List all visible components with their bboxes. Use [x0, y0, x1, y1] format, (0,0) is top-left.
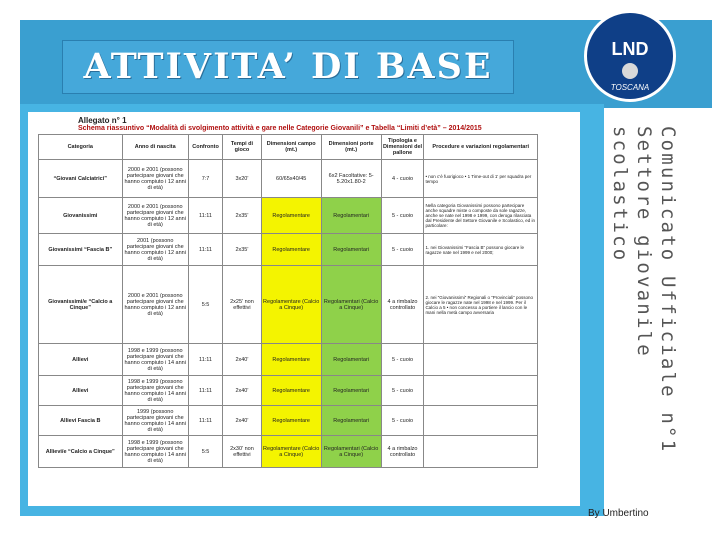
cell-categoria: Allievi	[39, 344, 123, 376]
cell-tempi: 2x40'	[223, 376, 262, 406]
logo-name: LND	[611, 39, 649, 59]
cell-anno: 2000 e 2001 (possono partecipare giovani che hanno compiuto i 12 anni di età)	[122, 160, 188, 198]
side-banner-line2: Settore giovanile scolastico	[609, 126, 655, 358]
cell-tempi: 3x20'	[223, 160, 262, 198]
cell-porte: 6x2 Facoltative: 5-5.20x1.80-2	[321, 160, 381, 198]
cell-porte: Regolamentari	[321, 234, 381, 266]
table-row	[39, 376, 538, 406]
header-cell: Tipologia e Dimensioni del pallone	[381, 135, 424, 160]
cell-tempi: 2x30' non effettivi	[223, 436, 262, 468]
header-cell: Categoria	[39, 135, 123, 160]
cell-confronto: 11:11	[188, 406, 222, 436]
cell-categoria: Giovanissimi “Fascia B”	[39, 234, 123, 266]
cell-campo: Regolamentare (Calcio a Cinque)	[261, 266, 321, 344]
cell-categoria: Giovanissimi/e “Calcio a Cinque”	[39, 266, 123, 344]
table-row	[39, 160, 538, 198]
cell-tempi: 2x35'	[223, 198, 262, 234]
cell-campo: Regolamentare	[261, 344, 321, 376]
cell-porte: Regolamentari (Calcio a Cinque)	[321, 436, 381, 468]
cell-procedure	[424, 406, 538, 436]
cell-pallone: 4 a rimbalzo controllato	[381, 436, 424, 468]
table-row	[39, 198, 538, 234]
cell-pallone: 5 - cuoio	[381, 198, 424, 234]
logo-emblem-icon	[622, 63, 638, 79]
cell-procedure: Nella categoria Giovanissimi possono partecipare anche squadre miste o composte da sole ragazze, anche se nate nel 1998 e 1999, con deroga rilasciata dal Presidente del Settore Giovanile e Scolastico, ed in particolare:	[424, 198, 538, 234]
cell-campo: Regolamentare	[261, 376, 321, 406]
cell-campo: Regolamentare	[261, 234, 321, 266]
cell-tempi: 2x25' non effettivi	[223, 266, 262, 344]
side-banner-line1: Comunicato Ufficiale n°1	[657, 126, 679, 454]
cell-procedure	[424, 436, 538, 468]
cell-categoria: Allievi/e “Calcio a Cinque”	[39, 436, 123, 468]
table-row	[39, 234, 538, 266]
cell-pallone: 5 - cuoio	[381, 234, 424, 266]
header-cell: Dimensioni porte (mt.)	[321, 135, 381, 160]
header-cell: Tempi di gioco	[223, 135, 262, 160]
cell-campo: Regolamentare	[261, 198, 321, 234]
cell-pallone: 5 - cuoio	[381, 406, 424, 436]
cell-pallone: 5 - cuoio	[381, 376, 424, 406]
slide-title: ATTIVITA’ DI BASE	[83, 46, 493, 87]
cell-porte: Regolamentari	[321, 198, 381, 234]
cell-anno: 1998 e 1999 (possono partecipare giovani che hanno compiuto i 14 anni di età)	[122, 344, 188, 376]
cell-confronto: 7:7	[188, 160, 222, 198]
cell-pallone: 5 - cuoio	[381, 344, 424, 376]
document-subtitle: Schema riassuntivo “Modalità di svolgimento attività e gare nelle Categorie Giovanili” e Tabella “Limiti d’età” – 2014/2015	[78, 125, 482, 132]
cell-tempi: 2x40'	[223, 406, 262, 436]
document-image	[28, 112, 580, 506]
document-title: Allegato n° 1	[78, 116, 127, 125]
cell-confronto: 11:11	[188, 376, 222, 406]
cell-anno: 2000 e 2001 (possono partecipare giovani che hanno compiuto i 12 anni di età)	[122, 266, 188, 344]
table-row	[39, 266, 538, 344]
cell-confronto: 5:5	[188, 266, 222, 344]
cell-pallone: 4 - cuoio	[381, 160, 424, 198]
cell-anno: 2000 e 2001 (possono partecipare giovani che hanno compiuto i 12 anni di età)	[122, 198, 188, 234]
table-row	[39, 436, 538, 468]
cell-anno: 1998 e 1999 (possono partecipare giovani che hanno compiuto i 14 anni di età)	[122, 376, 188, 406]
cell-procedure	[424, 376, 538, 406]
cell-procedure: 2. nei “Giovanissimi” Regionali o “Provinciali” possono giocare le ragazze nate nel 1998 e nel 1999. Per il Calcio a 5 • non concesso a portiere il lancio con le mani nella metà campo avversaria	[424, 266, 538, 344]
logo-region: TOSCANA	[610, 83, 650, 92]
signature: By Umbertino	[588, 508, 649, 519]
cell-procedure	[424, 344, 538, 376]
cell-porte: Regolamentari	[321, 406, 381, 436]
cell-pallone: 4 a rimbalzo controllato	[381, 266, 424, 344]
cell-anno: 1999 (possono partecipare giovani che hanno compiuto i 14 anni di età)	[122, 406, 188, 436]
side-banner	[609, 126, 688, 490]
cell-procedure: 1. nei Giovanissimi “Fascia B” possono giocare le ragazze nate nel 1999 e nel 2000;	[424, 234, 538, 266]
cell-tempi: 2x35'	[223, 234, 262, 266]
table-row	[39, 406, 538, 436]
cell-categoria: Giovanissimi	[39, 198, 123, 234]
header-cell: Dimensioni campo (mt.)	[261, 135, 321, 160]
cell-porte: Regolamentari	[321, 376, 381, 406]
categories-table	[38, 134, 538, 468]
table-header-row	[39, 135, 538, 160]
lnd-logo	[584, 10, 676, 102]
cell-categoria: Allievi	[39, 376, 123, 406]
cell-porte: Regolamentari (Calcio a Cinque)	[321, 266, 381, 344]
cell-procedure: • non c’è fuorigioco • 1 Time-out di 1' per squadra per tempo	[424, 160, 538, 198]
cell-campo: Regolamentare	[261, 406, 321, 436]
header-cell: Anno di nascita	[122, 135, 188, 160]
cell-categoria: “Giovani Calciatrici”	[39, 160, 123, 198]
header-cell: Procedure e variazioni regolamentari	[424, 135, 538, 160]
cell-porte: Regolamentari	[321, 344, 381, 376]
table-row	[39, 344, 538, 376]
cell-confronto: 11:11	[188, 198, 222, 234]
header-cell: Confronto	[188, 135, 222, 160]
cell-campo: 60/65x40/45	[261, 160, 321, 198]
cell-confronto: 5:5	[188, 436, 222, 468]
cell-campo: Regolamentare (Calcio a Cinque)	[261, 436, 321, 468]
cell-anno: 1998 e 1999 (possono partecipare giovani che hanno compiuto i 14 anni di età)	[122, 436, 188, 468]
cell-anno: 2001 (possono partecipare giovani che hanno compiuto i 12 anni di età)	[122, 234, 188, 266]
cell-tempi: 2x40'	[223, 344, 262, 376]
cell-confronto: 11:11	[188, 234, 222, 266]
cell-confronto: 11:11	[188, 344, 222, 376]
cell-categoria: Allievi Fascia B	[39, 406, 123, 436]
